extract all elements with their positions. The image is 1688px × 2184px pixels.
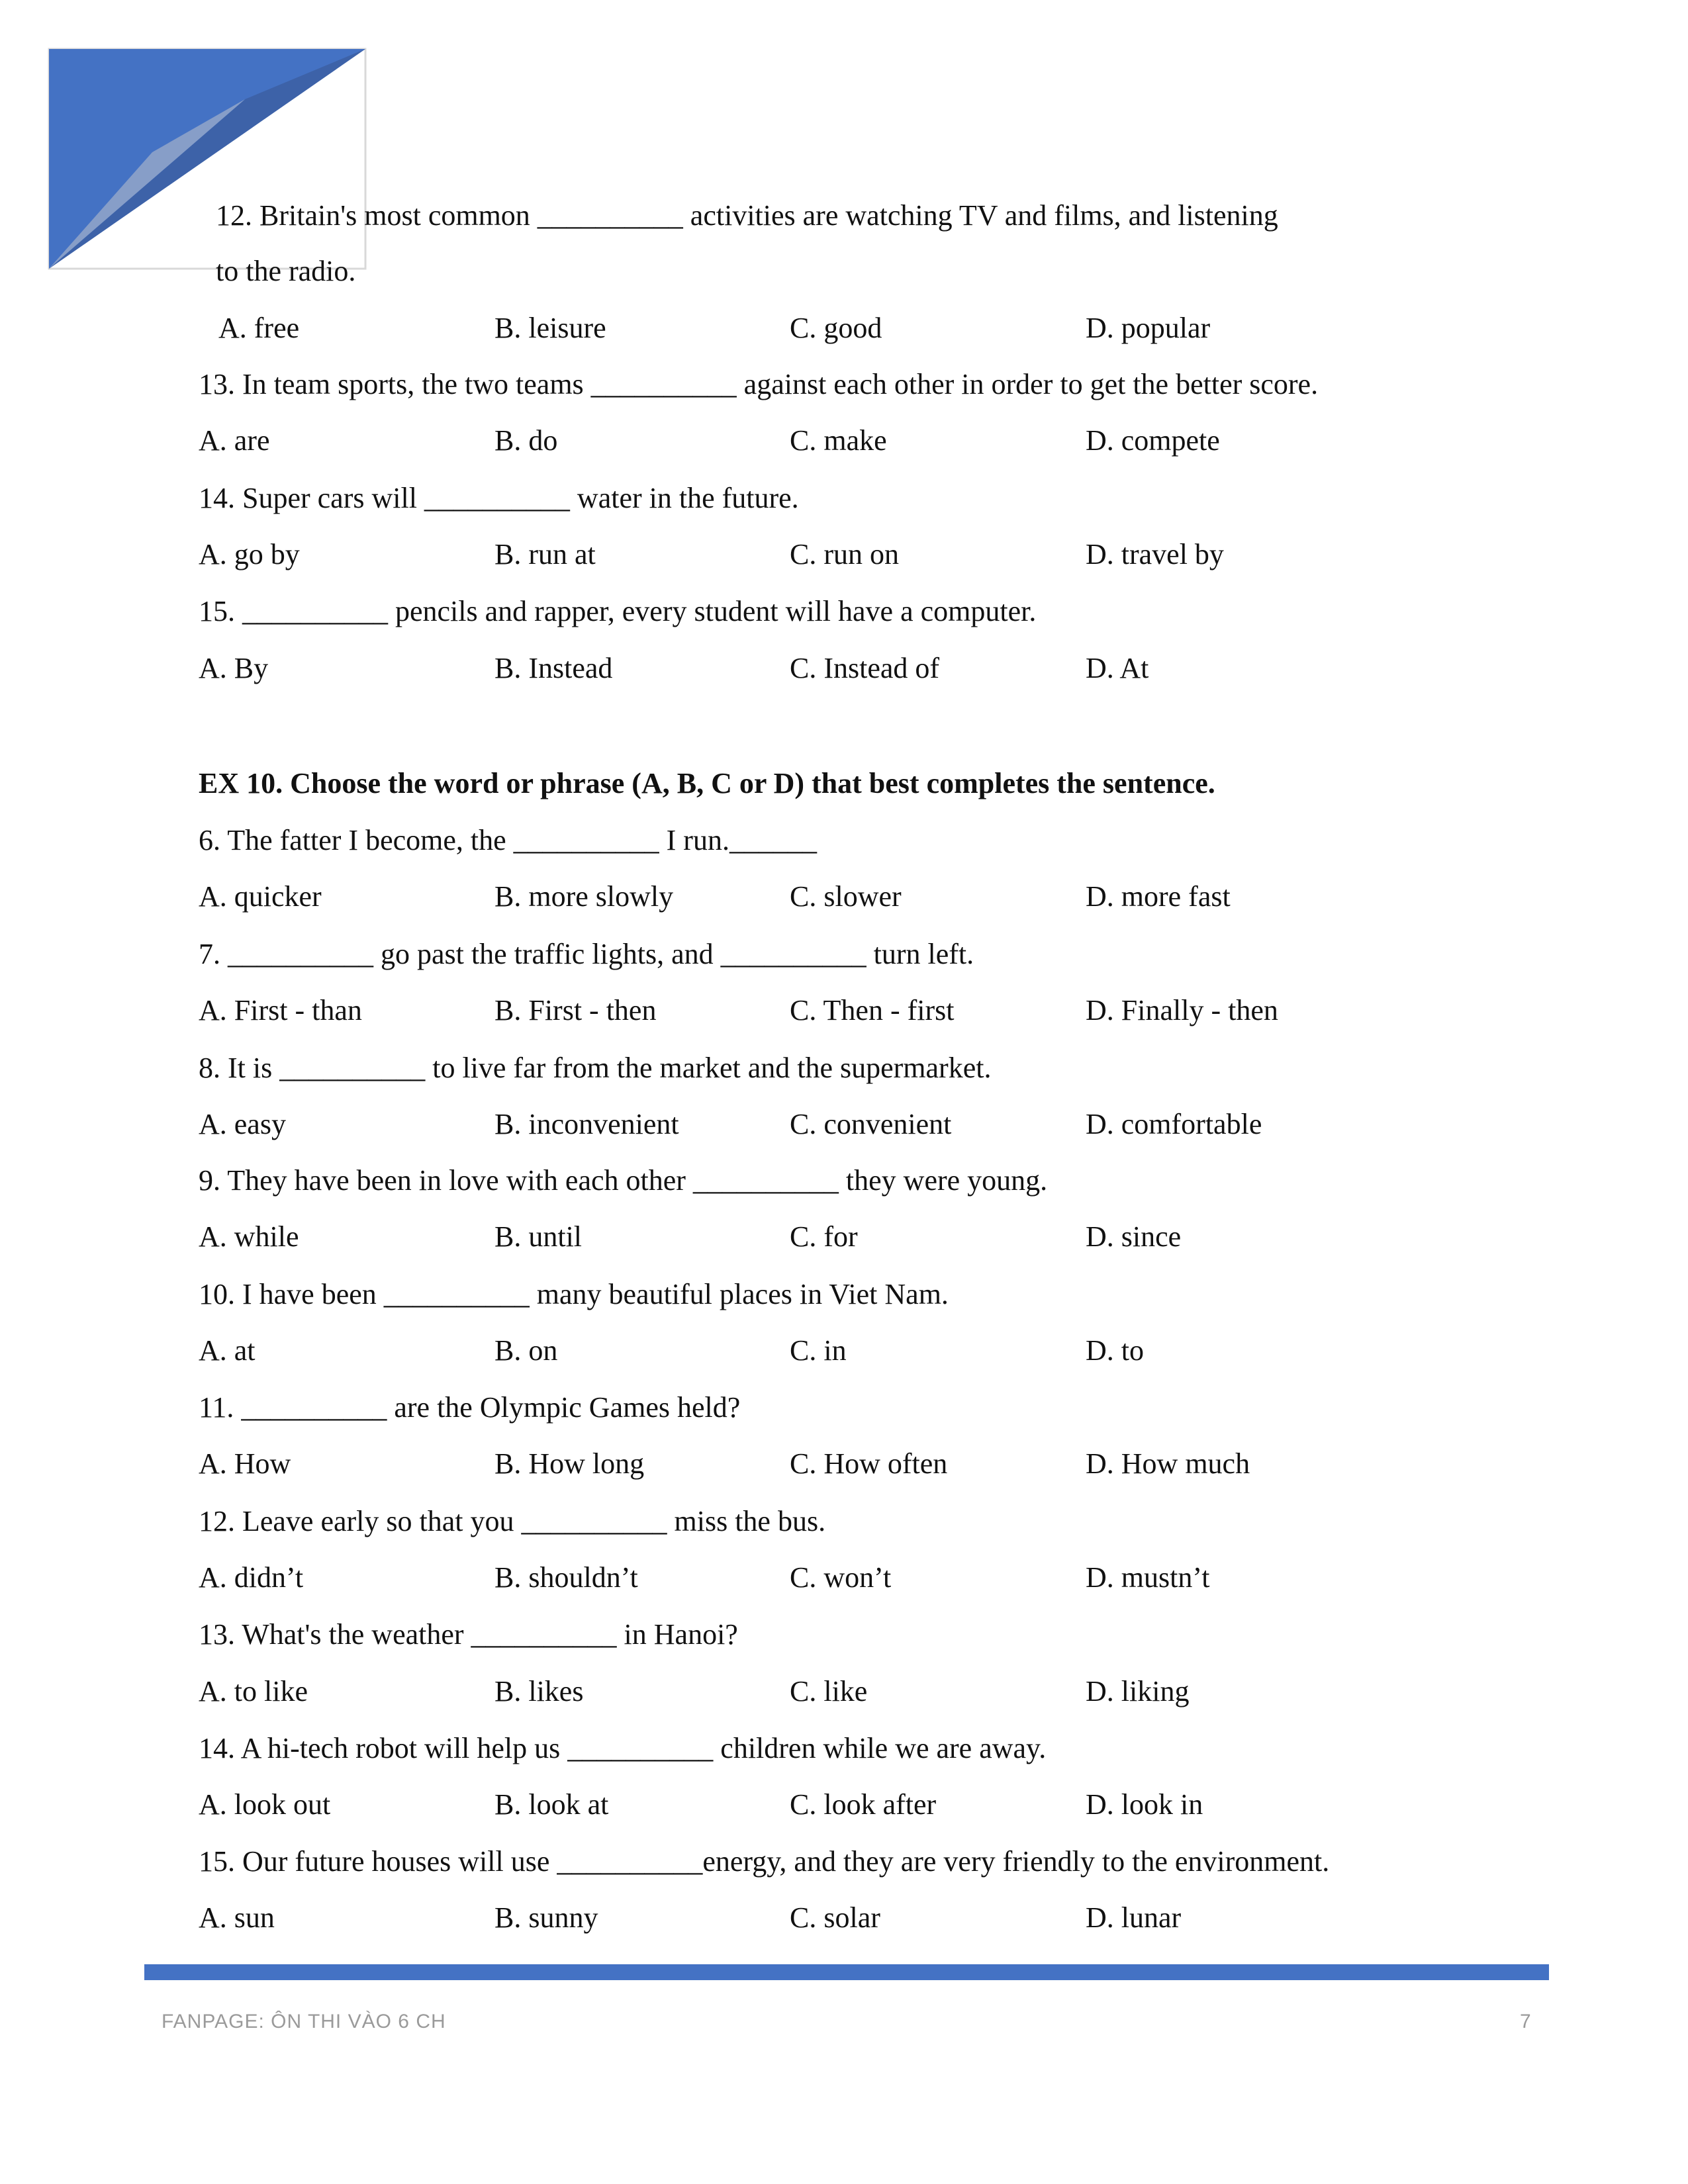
option-b: B. Instead bbox=[494, 652, 613, 684]
option-a: A. go by bbox=[199, 538, 300, 570]
option-b: B. run at bbox=[494, 538, 596, 570]
option-a: A. sun bbox=[199, 1901, 275, 1934]
option-c: C. make bbox=[790, 424, 887, 457]
option-d: D. Finally - then bbox=[1086, 994, 1278, 1026]
option-a: A. to like bbox=[199, 1675, 308, 1707]
option-a: A. didn’t bbox=[199, 1561, 304, 1594]
option-b: B. sunny bbox=[494, 1901, 598, 1934]
option-c: C. good bbox=[790, 312, 882, 344]
option-d: D. look in bbox=[1086, 1788, 1203, 1821]
option-a: A. at bbox=[199, 1334, 256, 1367]
option-c: C. look after bbox=[790, 1788, 937, 1821]
corner-decoration bbox=[0, 0, 397, 291]
question-stem: 11. __________ are the Olympic Games held? bbox=[199, 1391, 741, 1424]
option-d: D. to bbox=[1086, 1334, 1144, 1367]
option-c: C. How often bbox=[790, 1447, 948, 1480]
option-b: B. How long bbox=[494, 1447, 645, 1480]
footer-rule bbox=[144, 1964, 1549, 1980]
option-a: A. while bbox=[199, 1220, 299, 1253]
question-stem: 15. Our future houses will use __________energy, and they are very friendly to the environment. bbox=[199, 1845, 1330, 1878]
question-stem: 13. In team sports, the two teams __________ against each other in order to get the better score. bbox=[199, 368, 1319, 400]
option-d: D. popular bbox=[1086, 312, 1211, 344]
option-c: C. Instead of bbox=[790, 652, 940, 684]
option-d: D. compete bbox=[1086, 424, 1220, 457]
option-a: A. By bbox=[199, 652, 269, 684]
question-stem: 8. It is __________ to live far from the market and the supermarket. bbox=[199, 1052, 992, 1084]
question-stem: 15. __________ pencils and rapper, every student will have a computer. bbox=[199, 595, 1037, 627]
option-d: D. mustn’t bbox=[1086, 1561, 1210, 1594]
option-a: A. quicker bbox=[199, 880, 322, 913]
option-d: D. comfortable bbox=[1086, 1108, 1262, 1140]
question-stem: 9. They have been in love with each other __________ they were young. bbox=[199, 1164, 1048, 1197]
option-c: C. slower bbox=[790, 880, 902, 913]
option-b: B. until bbox=[494, 1220, 583, 1253]
option-a: A. How bbox=[199, 1447, 291, 1480]
option-b: B. inconvenient bbox=[494, 1108, 679, 1140]
option-b: B. First - then bbox=[494, 994, 657, 1026]
option-d: D. How much bbox=[1086, 1447, 1250, 1480]
option-b: B. more slowly bbox=[494, 880, 674, 913]
question-stem: 10. I have been __________ many beautiful places in Viet Nam. bbox=[199, 1278, 949, 1310]
page-number: 7 bbox=[1520, 2011, 1531, 2032]
option-d: D. lunar bbox=[1086, 1901, 1182, 1934]
option-b: B. on bbox=[494, 1334, 558, 1367]
option-c: C. run on bbox=[790, 538, 899, 570]
option-a: A. First - than bbox=[199, 994, 362, 1026]
option-c: C. in bbox=[790, 1334, 847, 1367]
option-a: A. look out bbox=[199, 1788, 331, 1821]
option-d: D. travel by bbox=[1086, 538, 1224, 570]
option-c: C. won’t bbox=[790, 1561, 892, 1594]
option-c: C. convenient bbox=[790, 1108, 952, 1140]
question-stem: 12. Britain's most common __________ activities are watching TV and films, and listening bbox=[216, 199, 1278, 232]
question-stem-continued: to the radio. bbox=[216, 255, 356, 287]
question-stem: 13. What's the weather __________ in Hanoi? bbox=[199, 1618, 738, 1651]
question-stem: 14. A hi-tech robot will help us __________ children while we are away. bbox=[199, 1732, 1047, 1764]
exercise-heading: EX 10. Choose the word or phrase (A, B, C or D) that best completes the sentence. bbox=[199, 767, 1215, 799]
option-a: A. are bbox=[199, 424, 270, 457]
option-b: B. leisure bbox=[494, 312, 606, 344]
question-stem: 6. The fatter I become, the __________ I run.______ bbox=[199, 824, 817, 856]
option-c: C. solar bbox=[790, 1901, 880, 1934]
option-a: A. free bbox=[218, 312, 300, 344]
footer-fanpage: FANPAGE: ÔN THI VÀO 6 CH bbox=[162, 2011, 446, 2032]
option-d: D. since bbox=[1086, 1220, 1182, 1253]
question-stem: 14. Super cars will __________ water in the future. bbox=[199, 482, 799, 514]
option-b: B. look at bbox=[494, 1788, 609, 1821]
option-b: B. likes bbox=[494, 1675, 584, 1707]
option-b: B. do bbox=[494, 424, 558, 457]
option-d: D. At bbox=[1086, 652, 1149, 684]
question-stem: 7. __________ go past the traffic lights, and __________ turn left. bbox=[199, 938, 974, 970]
option-a: A. easy bbox=[199, 1108, 286, 1140]
option-c: C. Then - first bbox=[790, 994, 955, 1026]
option-c: C. for bbox=[790, 1220, 858, 1253]
option-b: B. shouldn’t bbox=[494, 1561, 638, 1594]
option-c: C. like bbox=[790, 1675, 868, 1707]
question-stem: 12. Leave early so that you __________ miss the bus. bbox=[199, 1505, 826, 1537]
option-d: D. liking bbox=[1086, 1675, 1190, 1707]
option-d: D. more fast bbox=[1086, 880, 1231, 913]
